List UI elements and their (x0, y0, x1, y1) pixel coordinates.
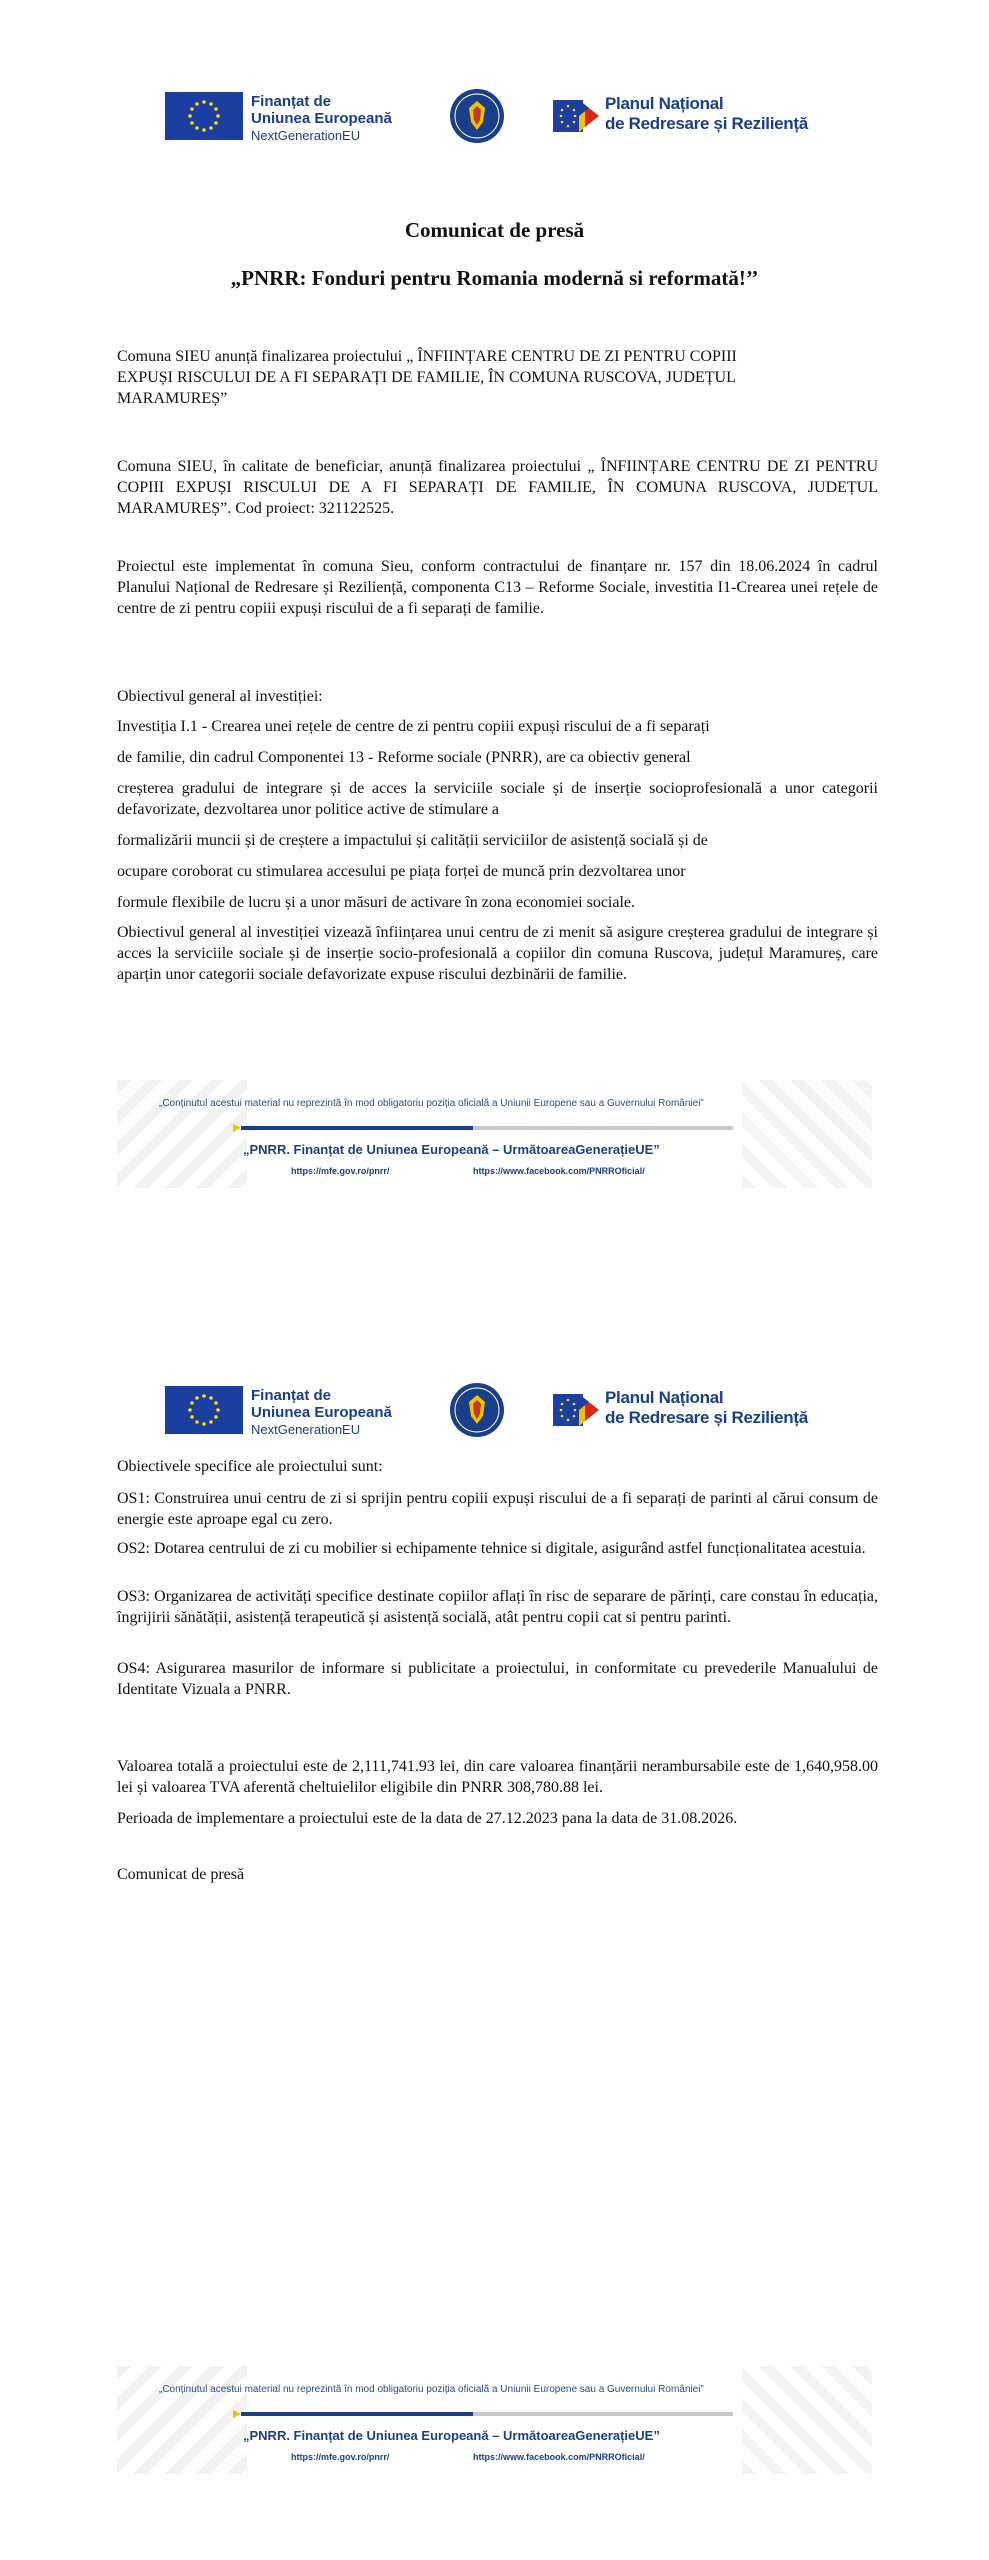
announcement-line: MARAMUREȘ” (117, 390, 228, 407)
footer-link-facebook[interactable]: https://www.facebook.com/PNRROficial/ (473, 2452, 645, 2462)
announcement-paragraph (117, 346, 878, 409)
eu-funding-label (251, 1387, 392, 1438)
objective-os1: OS1: Construirea unui centru de zi si sprijin pentru copiii expuși riscului de a fi separați de parinti al cărui consum de energie este aproape egal cu zero. (117, 1490, 878, 1528)
press-release-subtitle: „PNRR: Fonduri pentru Romania modernă si reformată!’’ (230, 266, 759, 290)
eu-line-2: Uniunea Europeană (251, 110, 392, 127)
objective-line: de familie, din cadrul Componentei 13 - Reforme sociale (PNRR), are ca obiectiv general (117, 749, 691, 766)
pnrr-line-1: Planul Național (605, 1388, 724, 1407)
footer-slogan: „PNRR. Finanțat de Uniunea Europeană – UrmătoareaGenerațieUE” (243, 1142, 660, 1157)
objective-heading: Obiectivul general al investiției: (117, 688, 323, 705)
specific-objectives-heading: Obiectivele specifice ale proiectului sunt: (117, 1458, 383, 1475)
objective-os4: OS4: Asigurarea masurilor de informare si publicitate a proiectului, in conformitate cu prevederile Manualului de Identitate Vizuala a PNRR. (117, 1660, 878, 1698)
announcement-line: Comuna SIEU anunță finalizarea proiectului „ ÎNFIINȚARE CENTRU DE ZI PENTRU COPIII (117, 348, 737, 365)
government-seal-icon (449, 88, 505, 144)
logo-header (165, 1382, 835, 1438)
implementation-period-paragraph: Perioada de implementare a proiectului este de la data de 27.12.2023 pana la data de 31.08.2026. (117, 1810, 738, 1827)
pnrr-line-1: Planul Național (605, 94, 724, 113)
footer-pattern-left (117, 2366, 247, 2474)
footer-link-mfe[interactable]: https://mfe.gov.ro/pnrr/ (291, 2452, 390, 2462)
beneficiary-paragraph: Comuna SIEU, în calitate de beneficiar, anunță finalizarea proiectului „ ÎNFIINȚARE CENTRU DE ZI PENTRU COPIII EXPUȘI RISCULUI DE A FI SEPARAȚI DE FAMILIE, ÎN COMUNA RUSCOVA, JUDEȚUL MARAMUREȘ”. Cod proiect: 321122525. (117, 458, 878, 517)
logo-header (165, 88, 835, 144)
eu-funding-label (251, 93, 392, 144)
objective-os2: OS2: Dotarea centrului de zi cu mobilier si echipamente tehnice si digitale, asigurând astfel funcționalitatea acestuia. (117, 1540, 866, 1557)
footer-arrow-icon (233, 2410, 241, 2418)
press-release-title: Comunicat de presă (404, 218, 585, 242)
objective-line: ocupare coroborat cu stimularea accesului pe piața forței de muncă prin dezvoltarea unor (117, 863, 686, 880)
eu-line-1: Finanțat de (251, 93, 332, 110)
document-page-2 (0, 1280, 989, 2560)
eu-flag-icon (165, 92, 243, 140)
eu-flag-icon (165, 1386, 243, 1434)
footer-arrow-icon (233, 1124, 241, 1132)
pnrr-logo-icon (553, 1390, 599, 1430)
footer-bar-blue (241, 2412, 473, 2416)
objective-line: Investiția I.1 - Crearea unei rețele de centre de zi pentru copiii expuși riscului de a fi separați (117, 718, 710, 735)
footer-link-facebook[interactable]: https://www.facebook.com/PNRROficial/ (473, 1166, 645, 1176)
eu-line-3: NextGenerationEU (251, 1422, 361, 1437)
closing-label: Comunicat de presă (117, 1866, 245, 1883)
footer-bar-grey (473, 2412, 733, 2416)
objective-line: formule flexibile de lucru și a unor măsuri de activare în zona economiei sociale. (117, 894, 636, 911)
footer-bar-blue (241, 1126, 473, 1130)
footer-pattern-right (742, 1080, 872, 1188)
pnrr-label (605, 94, 808, 134)
general-objective-paragraph: Obiectivul general al investiției vizează înființarea unui centru de zi menit să asigure creșterea gradului de integrare și acces la serviciile sociale și de inserție socio-profesională a copiilor din comuna Ruscova, județul Maramureș, care aparțin unor categorii sociale defavorizate expuse riscului dezbinării de familie. (117, 924, 878, 983)
government-seal-icon (449, 1382, 505, 1438)
objective-body (117, 716, 878, 913)
footer-bar-grey (473, 1126, 733, 1130)
objective-line: formalizării muncii și de creștere a impactului și calității serviciilor de asistență socială și de (117, 832, 708, 849)
objective-os3: OS3: Organizarea de activități specifice destinate copiilor aflați în risc de separare de părinți, care constau în educația, îngrijirii sănătății, asistență terapeutică și asistență socială, atât pentru copii cat si pentru parinti. (117, 1588, 878, 1626)
footer-link-mfe[interactable]: https://mfe.gov.ro/pnrr/ (291, 1166, 390, 1176)
footer-pattern-right (742, 2366, 872, 2474)
eu-line-2: Uniunea Europeană (251, 1404, 392, 1421)
announcement-line: EXPUȘI RISCULUI DE A FI SEPARAȚI DE FAMILIE, ÎN COMUNA RUSCOVA, JUDEȚUL (117, 369, 736, 386)
footer-slogan: „PNRR. Finanțat de Uniunea Europeană – UrmătoareaGenerațieUE” (243, 2428, 660, 2443)
footer-pattern-left (117, 1080, 247, 1188)
pnrr-footer (117, 2366, 872, 2474)
pnrr-logo-icon (553, 96, 599, 136)
implementation-paragraph: Proiectul este implementat în comuna Sieu, conform contractului de finanțare nr. 157 din 18.06.2024 în cadrul Planului Național de Redresare și Reziliență, componenta C13 – Reforme Sociale, investitia I1-Crearea unei rețele de centre de zi pentru copiii expuși riscului de a fi separați de familie. (117, 558, 878, 617)
pnrr-line-2: de Redresare și Reziliență (605, 114, 808, 133)
pnrr-footer (117, 1080, 872, 1188)
eu-line-3: NextGenerationEU (251, 128, 361, 143)
footer-disclaimer: „Conținutul acestui material nu reprezintă în mod obligatoriu poziția oficială a Uniunii Europene sau a Guvernului României” (159, 1098, 704, 1109)
pnrr-label (605, 1388, 808, 1428)
pnrr-line-2: de Redresare și Reziliență (605, 1408, 808, 1427)
footer-disclaimer: „Conținutul acestui material nu reprezintă în mod obligatoriu poziția oficială a Uniunii Europene sau a Guvernului României” (159, 2384, 704, 2395)
eu-line-1: Finanțat de (251, 1387, 332, 1404)
objective-line: creșterea gradului de integrare și de acces la serviciile sociale și de inserție socioprofesională a unor categorii defavorizate, dezvoltarea unor politice active de stimulare a (117, 780, 878, 818)
project-value-paragraph: Valoarea totală a proiectului este de 2,111,741.93 lei, din care valoarea finanțării nerambursabile este de 1,640,958.00 lei și valoarea TVA aferentă cheltuielilor eligibile din PNRR 308,780.88 lei. (117, 1758, 878, 1796)
